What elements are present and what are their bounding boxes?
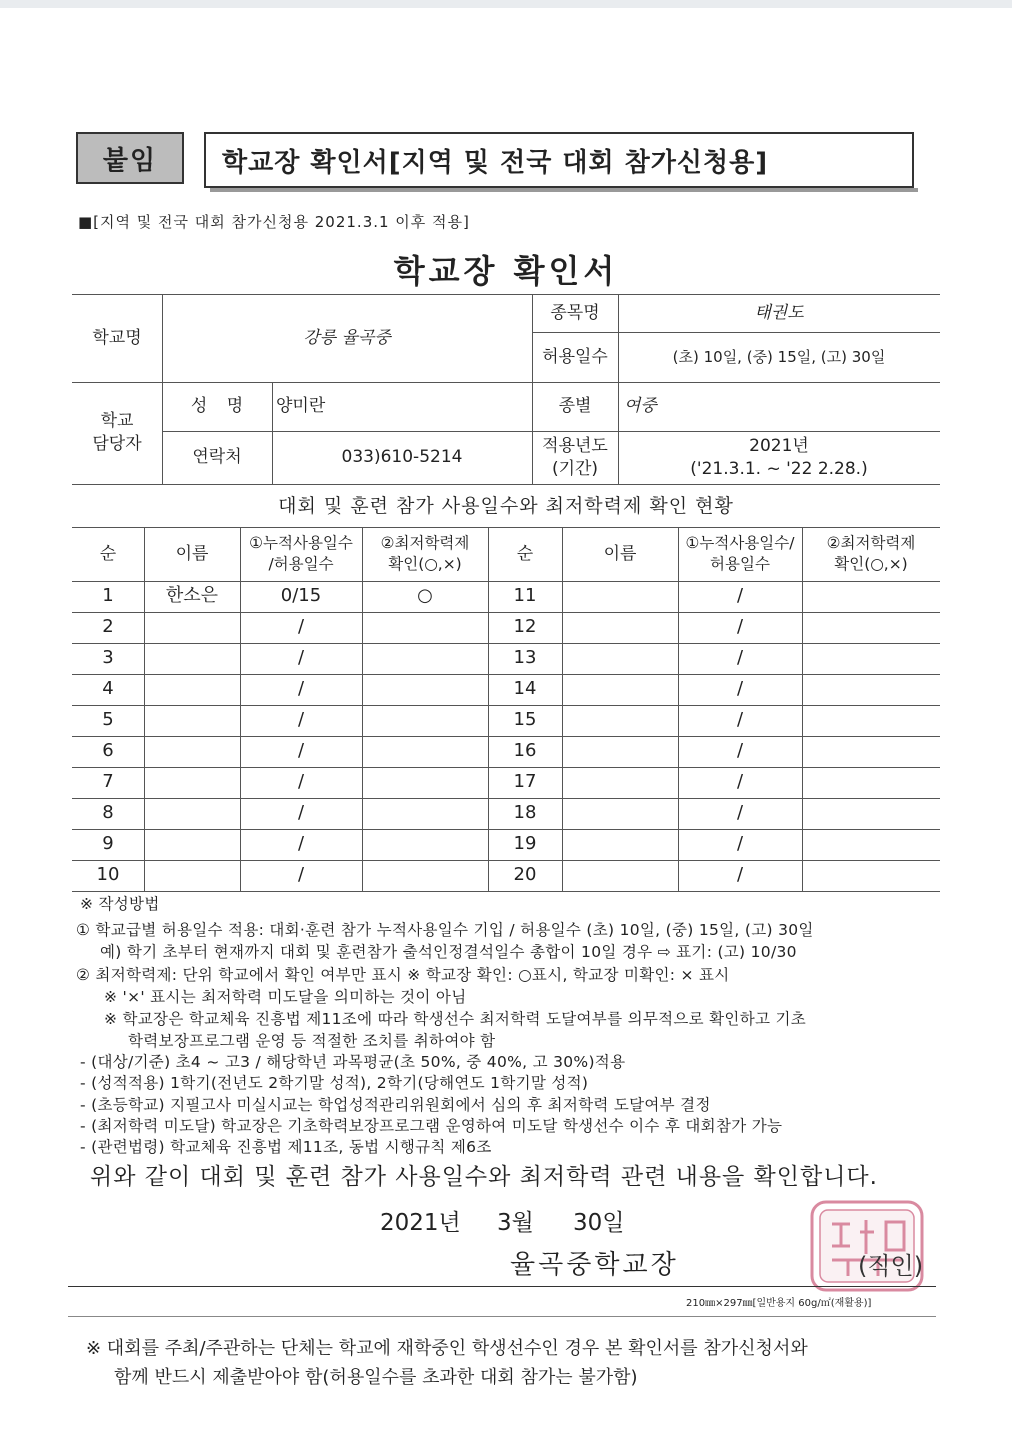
manager-label [72,382,162,484]
left-row-1-no: 1 [102,585,114,607]
left-row-2-no: 2 [102,616,114,638]
right-row-3-no: 13 [513,647,537,669]
instruction-line-1: ※ 작성방법 [80,895,160,913]
allowed-days-value: (초) 10일, (중) 15일, (고) 30일 [672,347,886,366]
category-value: 여중 [624,396,657,417]
left-row-6-name [144,736,240,767]
header-name-left: 이름 [175,543,209,564]
right-row-6-check [802,736,940,767]
right-row-5-name [562,705,678,736]
left-row-4-name [144,674,240,705]
document-title: 학교장 확인서[지역 및 전국 대회 참가신청용] [204,132,914,188]
left-row-9-name [144,829,240,860]
left-row-3-name [144,643,240,674]
instruction-line-8: - (대상/기준) 초4 ~ 고3 / 해당학년 과목평균(초 50%, 중 40%, 고 30%)적용 [80,1053,626,1071]
left-row-8-no: 8 [102,802,114,824]
instruction-line-11: - (최저학력 미도달) 학교장은 기초학력보장프로그램 운영하여 미도달 학생선수 이수 후 대회참가 가능 [80,1117,783,1135]
left-row-5-name [144,705,240,736]
header-check-right-line2: 확인(○,×) [834,555,908,573]
left-row-8-name [144,798,240,829]
left-row-1-name: 한소은 [165,585,219,607]
attachment-tag: 붙임 [76,132,184,184]
left-row-8-check [362,798,488,829]
left-row-10-no: 10 [96,864,120,886]
right-row-7-days: / [736,771,744,793]
school-label: 학교명 [92,327,142,348]
right-row-10-days: / [736,864,744,886]
page-heading: 학교장 확인서 [393,252,619,290]
bottom-note [86,1334,808,1392]
right-row-8-name [562,798,678,829]
header-days-left-line2: /허용일수 [268,555,334,573]
year-value [618,431,940,484]
instruction-line-3: 예) 학기 초부터 현재까지 대회 및 훈련참가 출석인정결석일수 총합이 10일 경우 ⇨ 표기: (고) 10/30 [100,943,797,961]
left-row-6-days: / [297,740,305,762]
instruction-line-7: 학력보장프로그램 운영 등 적절한 조치를 취하여야 함 [128,1032,496,1050]
paper-size-note: 210㎜×297㎜[일반용지 60g/㎡(재활용)] [686,1298,872,1309]
right-row-8-no: 18 [513,802,537,824]
left-row-7-check [362,767,488,798]
instruction-line-10: - (초등학교) 지필고사 미실시교는 학업성적관리위원회에서 심의 후 최저학력 도달여부 결정 [80,1096,711,1114]
right-row-2-check [802,612,940,643]
right-row-2-days: / [736,616,744,638]
category-label: 종별 [558,396,592,417]
right-row-8-days: / [736,802,744,824]
name-label: 성 명 [190,396,244,417]
right-row-1-check [802,581,940,612]
sport-label: 종목명 [550,302,600,323]
left-row-6-check [362,736,488,767]
left-row-1-days: 0/15 [280,585,322,607]
right-row-9-check [802,829,940,860]
instruction-line-12: - (관련법령) 학교체육 진흥법 제11조, 동법 시행규칙 제6조 [80,1138,492,1156]
school-value: 강릉 율곡중 [303,327,391,348]
right-row-4-no: 14 [513,678,537,700]
right-row-1-days: / [736,585,744,607]
bottom-note-line2: 함께 반드시 제출받아야 함(허용일수를 초과한 대회 참가는 불가함) [114,1367,638,1388]
right-row-9-no: 19 [513,833,537,855]
left-row-4-days: / [297,678,305,700]
left-row-9-days: / [297,833,305,855]
right-row-6-name [562,736,678,767]
manager-label-line1: 학교 [100,411,134,432]
right-row-3-days: / [736,647,744,669]
header-check-right [802,527,940,581]
header-name-right: 이름 [603,543,637,564]
right-row-4-name [562,674,678,705]
left-row-8-days: / [297,802,305,824]
date-year: 2021년 [380,1210,461,1236]
applicability-note: ■[지역 및 전국 대회 참가신청용 2021.3.1 이후 적용] [78,213,470,231]
header-check-left [362,527,488,581]
right-row-7-check [802,767,940,798]
left-row-4-check [362,674,488,705]
right-row-4-check [802,674,940,705]
left-row-2-days: / [297,616,305,638]
year-label-line1: 적용년도 [542,435,608,456]
left-row-4-no: 4 [102,678,114,700]
right-row-9-name [562,829,678,860]
header-check-right-line1: ②최저학력제 [826,534,916,553]
left-row-10-check [362,860,488,891]
document-page [0,8,1012,1440]
left-row-6-no: 6 [102,740,114,762]
date-month: 3월 [497,1210,534,1236]
header-days-left [240,527,362,581]
left-row-5-days: / [297,709,305,731]
right-row-10-check [802,860,940,891]
instruction-line-5: ※ '×' 표시는 최저학력 미도달을 의미하는 것이 아님 [104,988,467,1006]
left-row-1-check: ○ [417,585,433,607]
right-row-4-days: / [736,678,744,700]
name-value: 양미란 [276,396,326,417]
manager-label-line2: 담당자 [92,434,142,454]
instruction-line-9: - (성적적용) 1학기(전년도 2학기말 성적), 2학기(당해연도 1학기말 성적) [80,1074,589,1092]
header-check-left-line1: ②최저학력제 [380,534,470,553]
right-row-2-name [562,612,678,643]
left-row-7-no: 7 [102,771,114,793]
left-row-10-name [144,860,240,891]
header-check-left-line2: 확인(○,×) [388,555,462,573]
table-caption: 대회 및 훈련 참가 사용일수와 최저학력제 확인 현황 [278,495,734,518]
header-no-right: 순 [516,543,534,564]
right-row-9-days: / [736,833,744,855]
right-row-10-name [562,860,678,891]
left-row-7-name [144,767,240,798]
left-row-7-days: / [297,771,305,793]
right-row-3-name [562,643,678,674]
header-days-right-line2: 허용일수 [710,555,770,573]
left-row-9-check [362,829,488,860]
right-row-10-no: 20 [513,864,537,886]
right-row-7-name [562,767,678,798]
right-row-5-days: / [736,709,744,731]
instruction-line-6: ※ 학교장은 학교체육 진흥법 제11조에 따라 학생선수 최저학력 도달여부를 의무적으로 확인하고 기초 [104,1010,807,1028]
contact-value: 033)610-5214 [341,447,463,468]
date-day: 30일 [573,1210,625,1236]
right-row-1-name [562,581,678,612]
right-row-5-no: 15 [513,709,537,731]
left-row-5-check [362,705,488,736]
principal-name: 율곡중학교장 [510,1250,679,1280]
contact-label: 연락처 [192,447,242,468]
left-row-3-days: / [297,647,305,669]
year-value-line2: ('21.3.1. ~ '22 2.28.) [690,458,868,479]
instruction-line-2: ① 학교급별 허용일수 적용: 대회·훈련 참가 누적사용일수 기입 / 허용일수 (초) 10일, (중) 15일, (고) 30일 [76,921,814,939]
right-row-7-no: 17 [513,771,537,793]
header-days-right-line1: ①누적사용일수/ [685,534,795,553]
right-row-3-check [802,643,940,674]
left-row-9-no: 9 [102,833,114,855]
right-row-6-no: 16 [513,740,537,762]
instruction-line-4: ② 최저학력제: 단위 학교에서 확인 여부만 표시 ※ 학교장 확인: ○표시, 학교장 미확인: × 표시 [76,966,730,984]
right-row-8-check [802,798,940,829]
right-row-6-days: / [736,740,744,762]
left-row-2-check [362,612,488,643]
left-row-5-no: 5 [102,709,114,731]
bottom-note-line1: ※ 대회를 주최/주관하는 단체는 학교에 재학중인 학생선수인 경우 본 확인서를 참가신청서와 [86,1338,808,1359]
allowed-days-label: 허용일수 [542,346,608,367]
right-row-5-check [802,705,940,736]
year-value-line1: 2021년 [749,435,809,456]
left-row-3-check [362,643,488,674]
left-row-10-days: / [297,864,305,886]
sport-value: 태권도 [754,302,804,323]
year-label-line2: (기간) [551,458,599,479]
confirmation-statement: 위와 같이 대회 및 훈련 참가 사용일수와 최저학력 관련 내용을 확인합니다. [90,1164,878,1190]
right-row-1-no: 11 [513,585,537,607]
seal-label: (직인) [858,1252,924,1280]
right-row-2-no: 12 [513,616,537,638]
year-label [532,431,618,484]
left-row-3-no: 3 [102,647,114,669]
header-days-left-line1: ①누적사용일수 [249,534,353,553]
left-row-2-name [144,612,240,643]
header-no-left: 순 [99,543,117,564]
header-days-right [678,527,802,581]
